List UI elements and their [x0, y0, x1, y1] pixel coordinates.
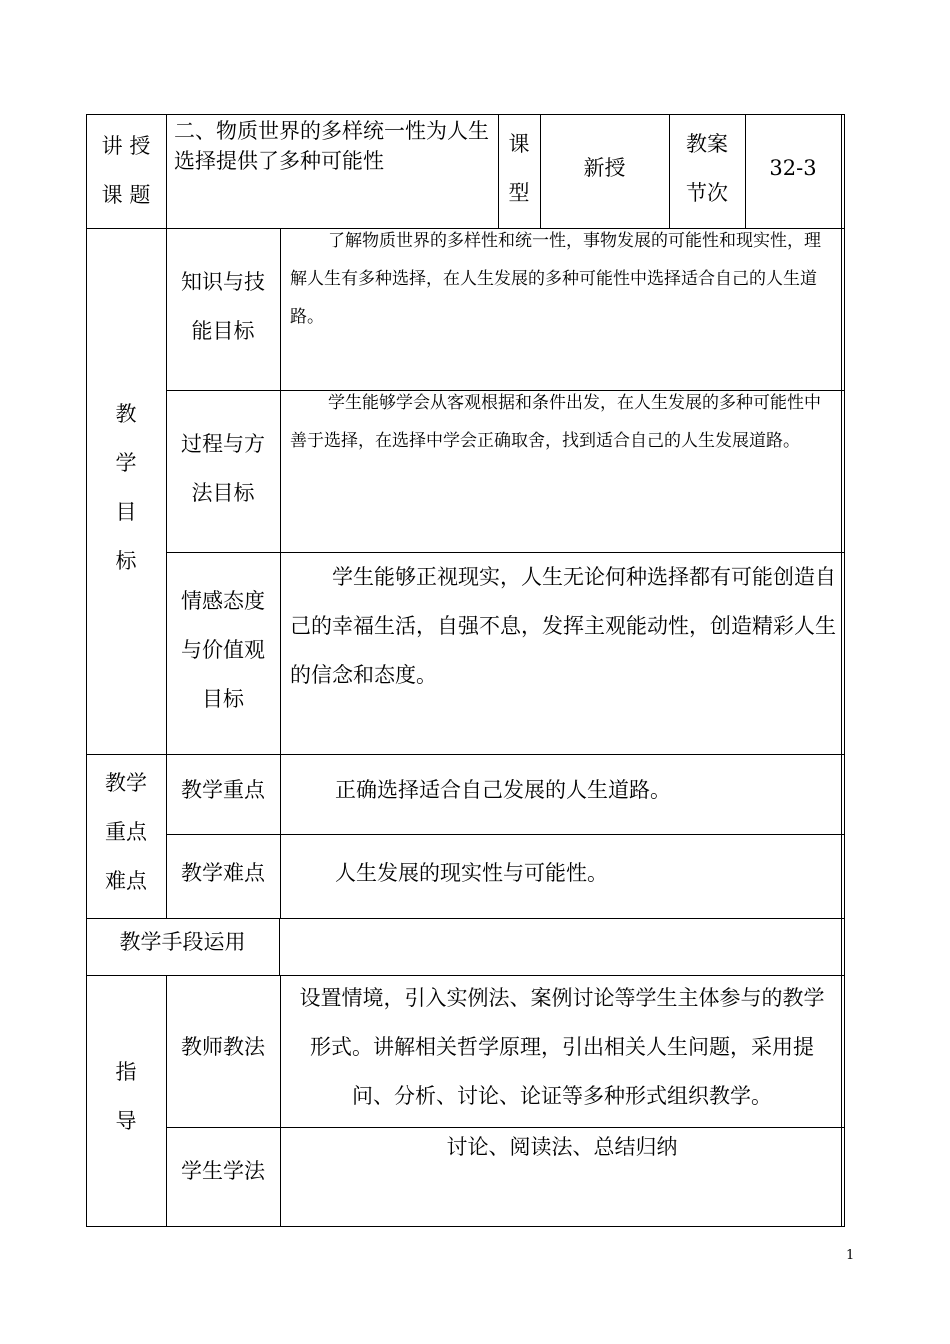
lecture-topic-label: 讲 授 课 题 [101, 134, 151, 207]
key-difficult-points-label: 教学 重点 难点 [105, 771, 147, 893]
plan-session-value: 32-3 [769, 156, 817, 180]
emotion-value-label: 情感态度 与价值观 目标 [181, 589, 265, 711]
teaching-focus-text: 正确选择适合自己发展的人生道路。 [335, 778, 671, 802]
plan-session-label: 教案 节次 [686, 132, 728, 205]
col-divider [279, 918, 280, 975]
col-divider [280, 975, 281, 1226]
teaching-focus-label: 教学重点 [181, 778, 265, 802]
teacher-method-text: 设置情境，引入实例法、案例讨论等学生主体参与的教学形式。讲解相关哲学原理，引出相关人生问题，采用提问、分析、讨论、论证等多种形式组织教学。 [299, 986, 825, 1108]
student-method-text: 讨论、阅读法、总结归纳 [446, 1135, 678, 1159]
process-method-label: 过程与方 法目标 [181, 432, 265, 505]
page-number: 1 [846, 1248, 855, 1263]
lecture-topic-value: 二、物质世界的多样统一性为人生选择提供了多种可能性 [174, 119, 489, 173]
guidance-label: 指 导 [115, 1060, 137, 1133]
teaching-difficulty-text: 人生发展的现实性与可能性。 [335, 861, 608, 885]
table-border-right-outer [844, 114, 845, 1227]
lesson-type-value: 新授 [583, 156, 626, 180]
table-border-bottom [86, 1226, 844, 1227]
table-border-right [841, 114, 842, 1227]
col-divider [166, 114, 167, 228]
lesson-type-label: 课 型 [508, 132, 530, 205]
table-border-top [86, 114, 844, 115]
process-method-text: 学生能够学会从客观根据和条件出发，在人生发展的多种可能性中善于选择，在选择中学会正确取舍，找到适合自己的人生发展道路。 [290, 393, 821, 451]
row-divider [166, 834, 844, 835]
knowledge-skill-label: 知识与技 能目标 [181, 270, 265, 343]
student-method-label: 学生学法 [181, 1159, 265, 1183]
emotion-value-text: 学生能够正视现实，人生无论何种选择都有可能创造自己的幸福生活，自强不息，发挥主观能动性，创造精彩人生的信念和态度。 [290, 565, 836, 687]
knowledge-skill-text: 了解物质世界的多样性和统一性，事物发展的可能性和现实性，理解人生有多种选择，在人生发展的多种可能性中选择适合自己的人生道路。 [290, 231, 821, 327]
row-divider [86, 754, 844, 755]
teaching-difficulty-label: 教学难点 [181, 861, 265, 885]
col-divider [280, 228, 281, 918]
teacher-method-label: 教师教法 [181, 1035, 265, 1059]
teaching-means-label: 教学手段运用 [119, 930, 246, 954]
teaching-objectives-label: 教 学 目 标 [115, 402, 137, 573]
